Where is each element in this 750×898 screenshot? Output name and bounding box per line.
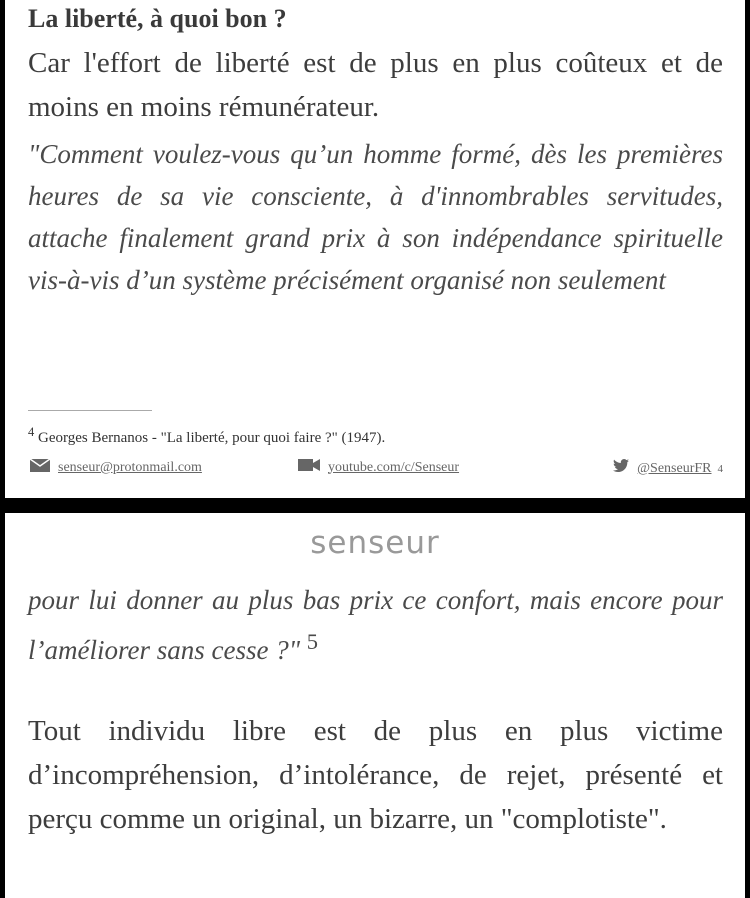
- mail-icon: [30, 459, 50, 477]
- twitter-link[interactable]: @SenseurFR: [637, 460, 712, 476]
- footnote-text: Georges Bernanos - "La liberté, pour quoi faire ?" (1947).: [38, 430, 386, 446]
- footer-twitter: [613, 459, 723, 478]
- email-link[interactable]: senseur@protonmail.com: [58, 460, 202, 475]
- footnote-divider: [28, 410, 152, 411]
- body-paragraph: Tout individu libre est de plus en plus victime d’incompréhension, d’intolérance, de rejet, présenté et perçu comme un original, un bizarre, un "complotiste".: [28, 715, 723, 835]
- page-5: [5, 513, 745, 898]
- footnote-marker: 4: [28, 425, 35, 439]
- bernanos-quote-start: "Comment voulez-vous qu’un homme formé, dès les premières heures de sa vie consciente, à d'innombrables servitudes, attache finalement grand prix à son indépendance spirituelle vis-à-vis d’un système précisément organisé non seulement: [28, 139, 723, 295]
- section-heading: La liberté, à quoi bon ?: [28, 4, 287, 33]
- video-camera-icon: [298, 459, 320, 476]
- senseur-logo: senseur: [310, 525, 440, 561]
- quote-text: pour lui donner au plus bas prix ce confort, mais encore pour l’améliorer sans cesse ?": [28, 585, 723, 665]
- footer-youtube: [298, 459, 459, 476]
- page-number: 4: [717, 462, 723, 475]
- twitter-bird-icon: [613, 459, 629, 478]
- footer-email: [30, 459, 202, 477]
- youtube-link[interactable]: youtube.com/c/Senseur: [328, 459, 460, 475]
- body-paragraph: Car l'effort de liberté est de plus en plus coûteux et de moins en moins rémunérateur.: [28, 47, 723, 123]
- page-4: [5, 0, 745, 498]
- bernanos-quote-end: [28, 579, 723, 671]
- footnote-4: [28, 425, 385, 447]
- footnote-marker: 5: [306, 629, 319, 654]
- page-footer: [28, 459, 723, 481]
